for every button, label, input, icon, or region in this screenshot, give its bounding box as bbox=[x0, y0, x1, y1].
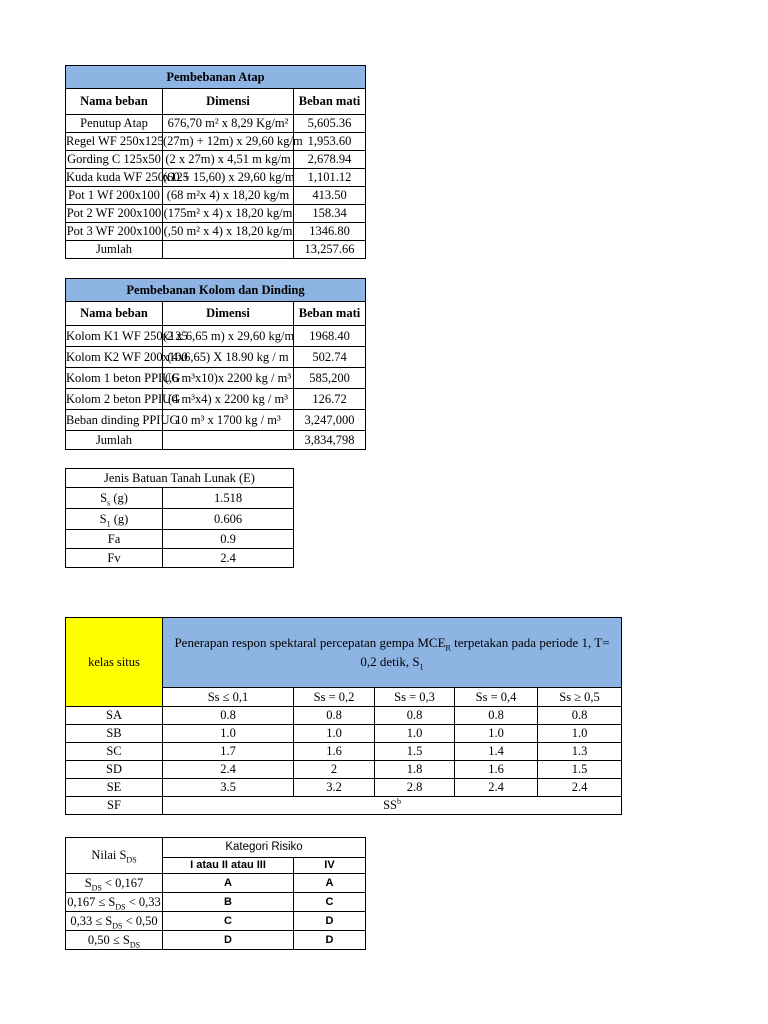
soil-param: Fv bbox=[66, 549, 163, 568]
cw-header-name: Nama beban bbox=[66, 302, 163, 326]
site-class-value: 1.3 bbox=[538, 743, 622, 761]
roof-row-name: Pot 3 WF 200x100 bbox=[66, 223, 163, 241]
site-class-value: 1.8 bbox=[375, 761, 455, 779]
roof-row-name: Regel WF 250x125 bbox=[66, 133, 163, 151]
site-class-code: SC bbox=[66, 743, 163, 761]
roof-total-label: Jumlah bbox=[66, 241, 163, 259]
site-class-code: SE bbox=[66, 779, 163, 797]
column-wall-title: Pembebanan Kolom dan Dinding bbox=[66, 279, 366, 302]
risk-cat-1: C bbox=[163, 912, 294, 931]
roof-row-val: 1346.80 bbox=[294, 223, 366, 241]
roof-row-val: 5,605.36 bbox=[294, 115, 366, 133]
risk-cat-1: B bbox=[163, 893, 294, 912]
cw-row-val: 1968.40 bbox=[294, 326, 366, 347]
soil-table bbox=[65, 468, 294, 568]
sds-range: $0,50 \le S_{DS}$ bbox=[66, 931, 163, 950]
site-class-value: 1.6 bbox=[294, 743, 375, 761]
site-class-code: SA bbox=[66, 707, 163, 725]
ss-column-header: Ss = 0,4 bbox=[455, 688, 538, 707]
roof-row-dim: (,50 m² x 4) x 18,20 kg/m bbox=[163, 223, 294, 241]
table-row bbox=[66, 874, 366, 893]
cw-row-name: Beban dinding PPIUG bbox=[66, 410, 163, 431]
roof-row-name: Pot 1 Wf 200x100 bbox=[66, 187, 163, 205]
table-row bbox=[66, 133, 366, 151]
table-row bbox=[66, 931, 366, 950]
cw-row-dim: (4x6,65) X 18.90 kg / m bbox=[163, 347, 294, 368]
table-row bbox=[66, 725, 622, 743]
soil-value: 2.4 bbox=[163, 549, 294, 568]
roof-row-val: 158.34 bbox=[294, 205, 366, 223]
sds-range: $S_{DS} < 0,167$ bbox=[66, 874, 163, 893]
column-wall-load-table bbox=[65, 278, 366, 450]
cw-total-value: 3,834,798 bbox=[294, 431, 366, 450]
table-row-total bbox=[66, 431, 366, 450]
table-row bbox=[66, 223, 366, 241]
ss-column-header: Ss = 0,3 bbox=[375, 688, 455, 707]
table-row bbox=[66, 488, 294, 509]
cw-row-val: 585,200 bbox=[294, 368, 366, 389]
risk-cat-1: A bbox=[163, 874, 294, 893]
table-row bbox=[66, 779, 622, 797]
table-row bbox=[66, 205, 366, 223]
site-class-value: 0.8 bbox=[455, 707, 538, 725]
soil-param: Fa bbox=[66, 530, 163, 549]
site-class-value: 2.4 bbox=[163, 761, 294, 779]
risk-cat-2: C bbox=[294, 893, 366, 912]
site-class-code: SF bbox=[66, 797, 163, 815]
site-class-value: 0.8 bbox=[538, 707, 622, 725]
cw-total-empty bbox=[163, 431, 294, 450]
cw-header-load: Beban mati bbox=[294, 302, 366, 326]
site-class-value: 2 bbox=[294, 761, 375, 779]
nilai-sds-label: Nilai $S_{DS}$ bbox=[66, 838, 163, 874]
table-row bbox=[66, 893, 366, 912]
table-row bbox=[66, 169, 366, 187]
site-class-value: 2.4 bbox=[455, 779, 538, 797]
cw-row-val: 126.72 bbox=[294, 389, 366, 410]
site-class-value: 1.0 bbox=[163, 725, 294, 743]
soil-value: 0.9 bbox=[163, 530, 294, 549]
cw-header-dim: Dimensi bbox=[163, 302, 294, 326]
cw-row-name: Kolom 2 beton PPIUG bbox=[66, 389, 163, 410]
site-class-value: 0.8 bbox=[294, 707, 375, 725]
site-class-value: 1.6 bbox=[455, 761, 538, 779]
cw-total-label: Jumlah bbox=[66, 431, 163, 450]
table-row bbox=[66, 509, 294, 530]
site-class-value: 1.0 bbox=[538, 725, 622, 743]
roof-row-dim: (175m² x 4) x 18,20 kg/m bbox=[163, 205, 294, 223]
roof-load-table bbox=[65, 65, 366, 259]
site-class-value: 3.2 bbox=[294, 779, 375, 797]
roof-load-title: Pembebanan Atap bbox=[66, 66, 366, 89]
roof-row-name: Penutup Atap bbox=[66, 115, 163, 133]
roof-row-name: Gording C 125x50 bbox=[66, 151, 163, 169]
cw-row-dim: (4 m³x4) x 2200 kg / m³ bbox=[163, 389, 294, 410]
sf-value: $SS^b$ bbox=[163, 797, 622, 815]
site-class-code: SB bbox=[66, 725, 163, 743]
roof-total-empty bbox=[163, 241, 294, 259]
site-class-value: 2.8 bbox=[375, 779, 455, 797]
cw-row-name: Kolom K1 WF 250x125 bbox=[66, 326, 163, 347]
cw-row-name: Kolom K2 WF 200x100 bbox=[66, 347, 163, 368]
cw-row-name: Kolom 1 beton PPIUG bbox=[66, 368, 163, 389]
table-row bbox=[66, 549, 294, 568]
risk-cat-1: D bbox=[163, 931, 294, 950]
soil-value: 0.606 bbox=[163, 509, 294, 530]
site-class-value: 1.5 bbox=[538, 761, 622, 779]
risk-col-1: I atau II atau III bbox=[163, 858, 294, 874]
risk-cat-2: A bbox=[294, 874, 366, 893]
roof-row-name: Pot 2 WF 200x100 bbox=[66, 205, 163, 223]
site-class-value: 1.0 bbox=[375, 725, 455, 743]
table-row-total bbox=[66, 241, 366, 259]
site-class-heading: Penerapan respon spektaral percepatan gempa $MCE_R$ terpetakan pada periode 1, T= 0,2 detik, $S_1$ bbox=[163, 618, 622, 688]
table-row bbox=[66, 115, 366, 133]
ss-column-header: Ss = 0,2 bbox=[294, 688, 375, 707]
table-row bbox=[66, 707, 622, 725]
kategori-risiko-label: Kategori Risiko bbox=[163, 838, 366, 858]
site-class-value: 1.0 bbox=[455, 725, 538, 743]
table-row bbox=[66, 761, 622, 779]
roof-row-dim: (68 m²x 4) x 18,20 kg/m bbox=[163, 187, 294, 205]
cw-row-dim: (,6 m³x10)x 2200 kg / m³ bbox=[163, 368, 294, 389]
roof-row-dim: (2 x 27m) x 4,51 m kg/m bbox=[163, 151, 294, 169]
roof-row-val: 1,953.60 bbox=[294, 133, 366, 151]
roof-header-load: Beban mati bbox=[294, 89, 366, 115]
site-class-value: 1.4 bbox=[455, 743, 538, 761]
risk-col-2: IV bbox=[294, 858, 366, 874]
site-class-code: SD bbox=[66, 761, 163, 779]
site-class-value: 3.5 bbox=[163, 779, 294, 797]
table-row bbox=[66, 326, 366, 347]
soil-title: Jenis Batuan Tanah Lunak (E) bbox=[66, 469, 294, 488]
roof-total-value: 13,257.66 bbox=[294, 241, 366, 259]
risk-cat-2: D bbox=[294, 912, 366, 931]
table-row bbox=[66, 347, 366, 368]
table-row bbox=[66, 389, 366, 410]
site-class-value: 1.5 bbox=[375, 743, 455, 761]
site-class-table bbox=[65, 617, 622, 815]
sds-range: $0,167 \le S_{DS} < 0,33$ bbox=[66, 893, 163, 912]
risk-cat-2: D bbox=[294, 931, 366, 950]
table-row bbox=[66, 368, 366, 389]
soil-value: 1.518 bbox=[163, 488, 294, 509]
site-class-label: kelas situs bbox=[66, 618, 163, 707]
ss-column-header: Ss ≥ 0,5 bbox=[538, 688, 622, 707]
roof-row-val: 1,101.12 bbox=[294, 169, 366, 187]
soil-param: $S_1$ (g) bbox=[66, 509, 163, 530]
table-row bbox=[66, 912, 366, 931]
table-row bbox=[66, 410, 366, 431]
site-class-value: 2.4 bbox=[538, 779, 622, 797]
roof-header-dim: Dimensi bbox=[163, 89, 294, 115]
site-class-value: 0.8 bbox=[163, 707, 294, 725]
roof-row-val: 2,678.94 bbox=[294, 151, 366, 169]
risk-category-table bbox=[65, 837, 366, 950]
table-row bbox=[66, 187, 366, 205]
cw-row-val: 502.74 bbox=[294, 347, 366, 368]
roof-row-val: 413.50 bbox=[294, 187, 366, 205]
ss-column-header: Ss ≤ 0,1 bbox=[163, 688, 294, 707]
site-class-value: 1.0 bbox=[294, 725, 375, 743]
table-row bbox=[66, 530, 294, 549]
cw-row-dim: (2 x 6,65 m) x 29,60 kg/m bbox=[163, 326, 294, 347]
roof-row-name: Kuda kuda WF 250x125 bbox=[66, 169, 163, 187]
roof-row-dim: (60 + 15,60) x 29,60 kg/m bbox=[163, 169, 294, 187]
roof-row-dim: (27m) + 12m) x 29,60 kg/m bbox=[163, 133, 294, 151]
site-class-value: 1.7 bbox=[163, 743, 294, 761]
table-row bbox=[66, 151, 366, 169]
soil-param: $S_s$ (g) bbox=[66, 488, 163, 509]
sds-range: $0,33 \le S_{DS} < 0,50$ bbox=[66, 912, 163, 931]
roof-row-dim: 676,70 m² x 8,29 Kg/m² bbox=[163, 115, 294, 133]
table-row bbox=[66, 797, 622, 815]
cw-row-val: 3,247,000 bbox=[294, 410, 366, 431]
roof-header-name: Nama beban bbox=[66, 89, 163, 115]
cw-row-dim: 10 m³ x 1700 kg / m³ bbox=[163, 410, 294, 431]
table-row bbox=[66, 743, 622, 761]
site-class-value: 0.8 bbox=[375, 707, 455, 725]
